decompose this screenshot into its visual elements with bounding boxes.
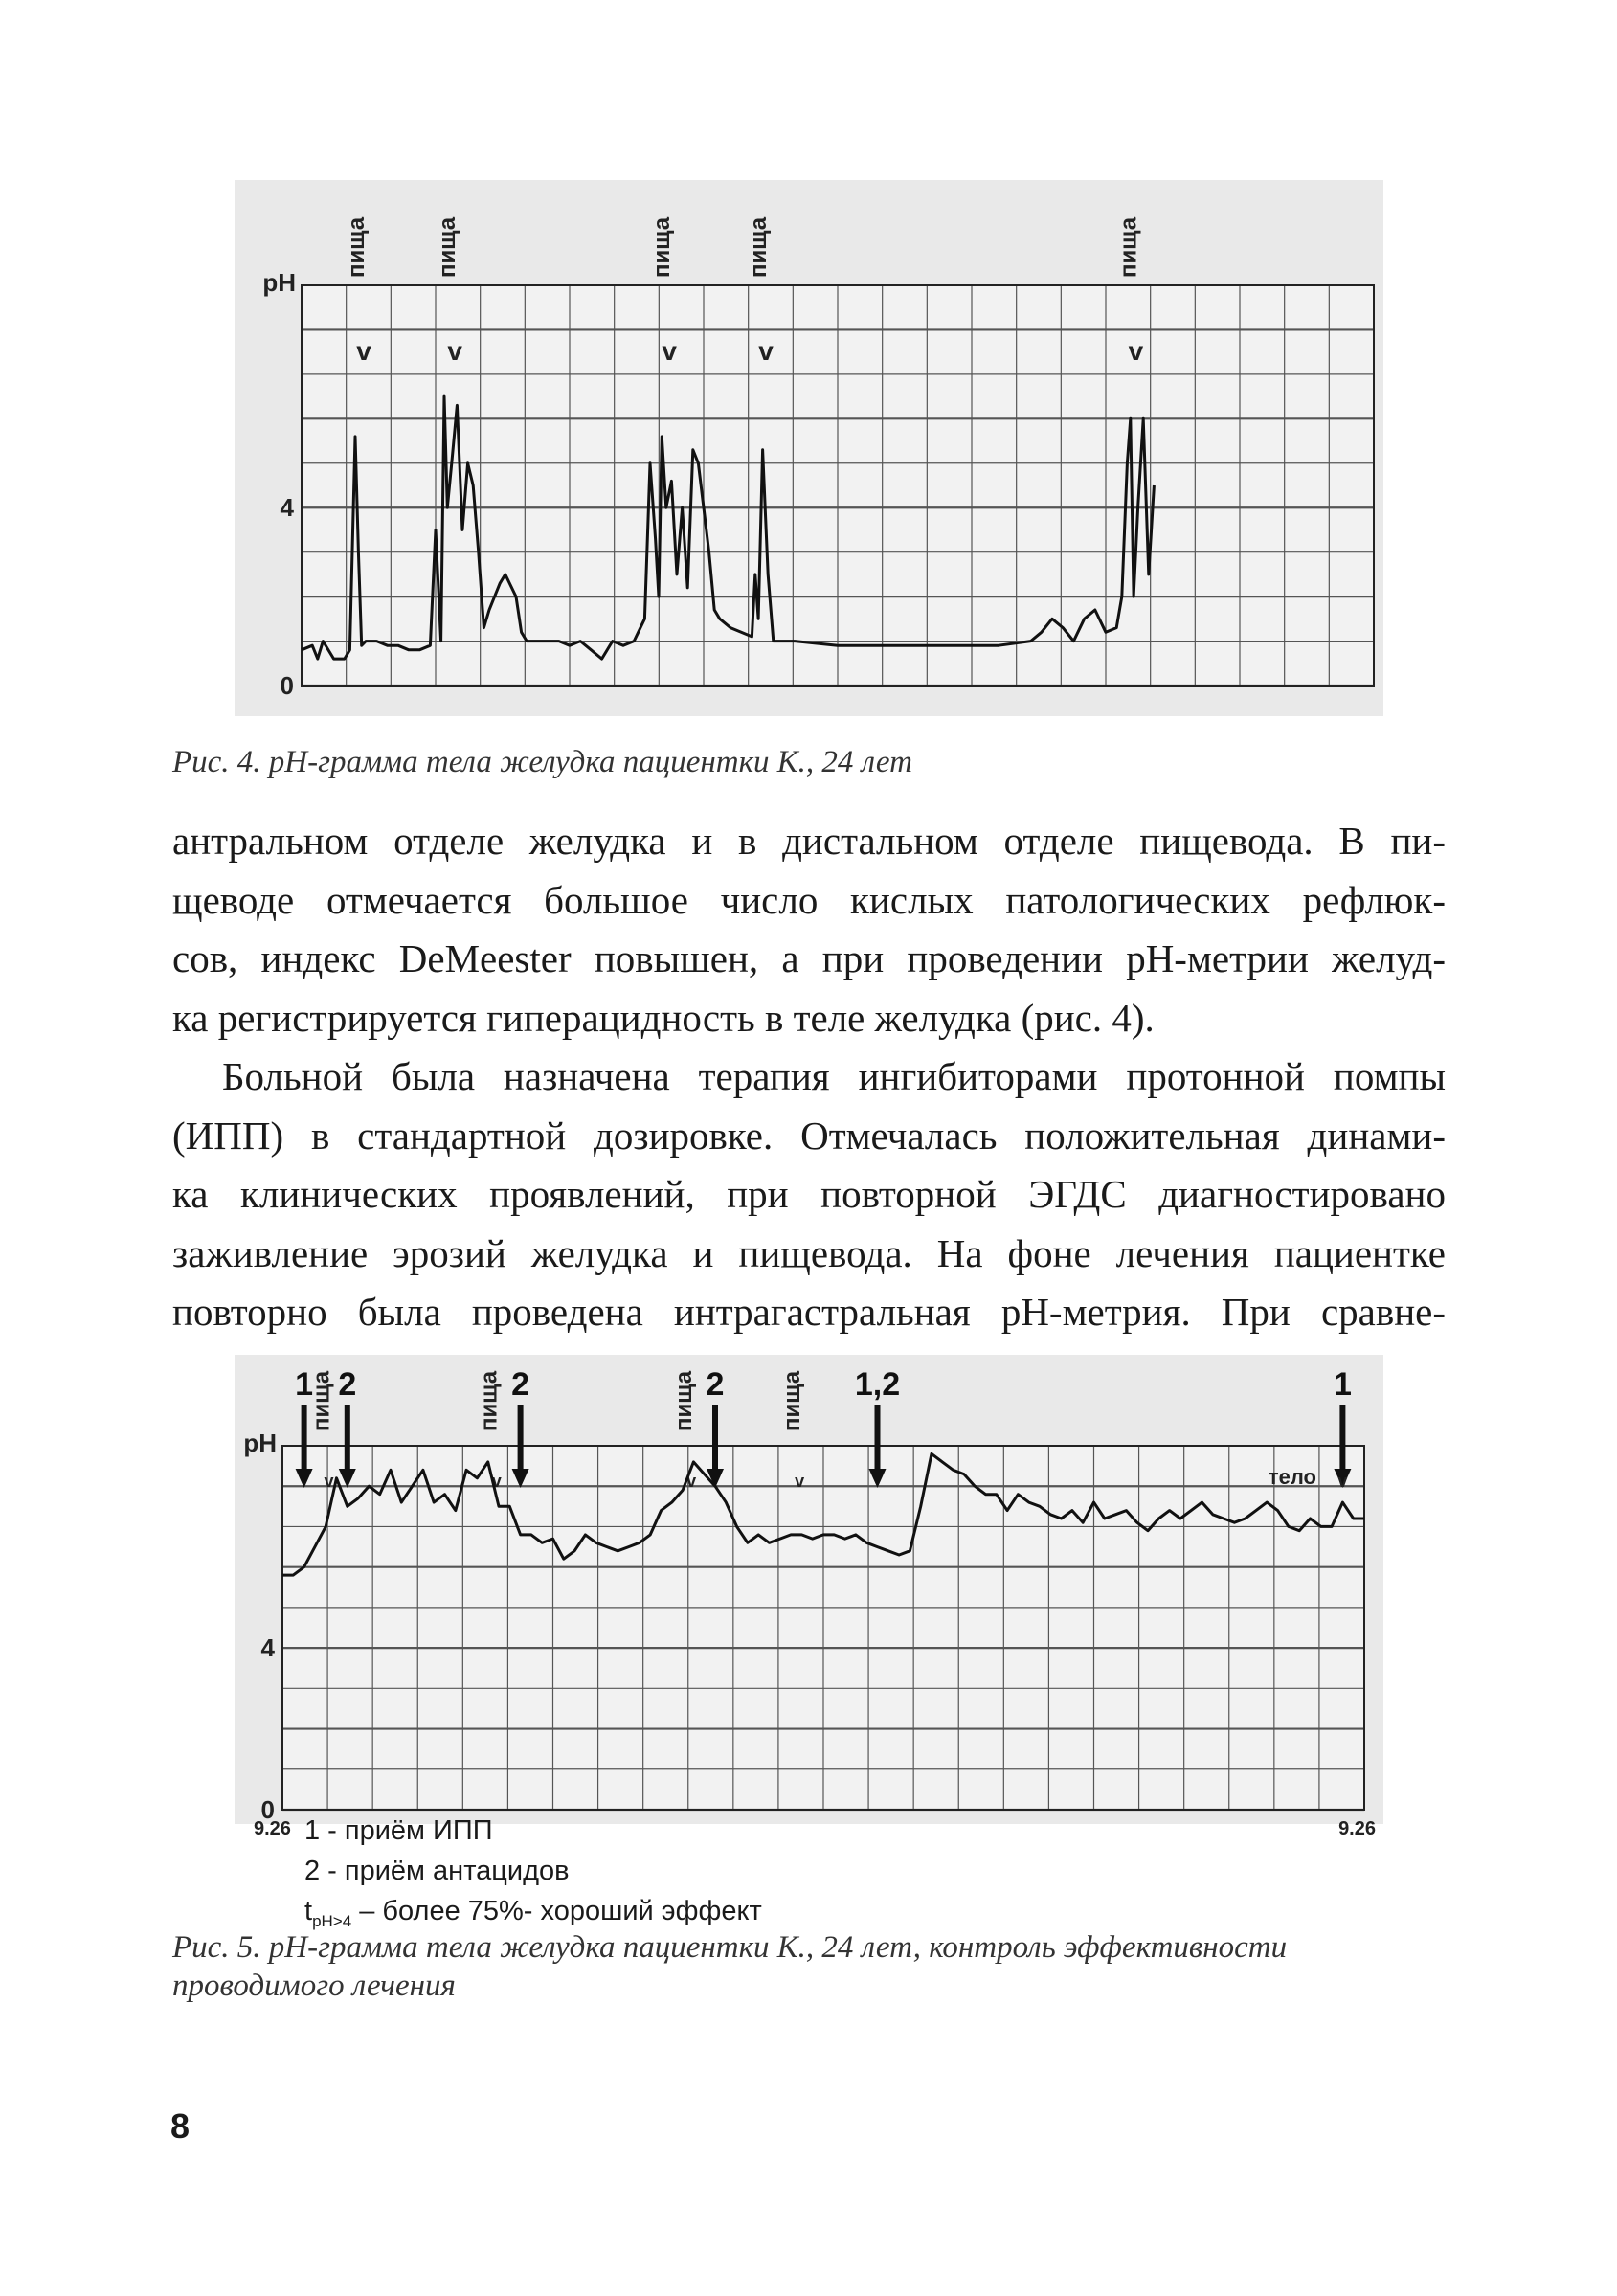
paragraph-line: сов, индекс DeMeester повышен, а при проведении рН-метрии желуд- [172,936,1446,980]
annotation-number-label: 1,2 [854,1366,901,1403]
legend-antacids: 2 - приём антацидов [304,1856,570,1886]
annotation-food-label: пища [1115,216,1142,278]
legend-ipp: 1 - приём ИПП [304,1815,493,1846]
annotation-marker-v: v [1337,1472,1348,1491]
annotation-number-label: 2 [511,1366,530,1403]
body-text [172,812,1446,1342]
annotation-food-label: пища [435,216,461,278]
paragraph-line: щеводе отмечается большое число кислых патологических рефлюк- [172,877,1446,922]
paragraph-line: антральном отделе желудка и в дистальном отделе пищевода. В пи- [172,819,1446,863]
annotation-marker-v: v [758,336,774,366]
legend-effect-t: t [304,1896,313,1926]
y-axis-label: pH [243,1429,277,1457]
annotation-marker-v: v [1128,336,1144,366]
annotation-food-label: пища [746,216,772,278]
paragraph-line: Больной была назначена терапия ингибиторами протонной помпы [222,1054,1446,1098]
legend-effect-text: – более 75%- хороший эффект [351,1896,762,1926]
annotation-marker-v: v [447,336,462,366]
legend-effect-sub: pH>4 [312,1912,352,1930]
annotation-marker-v: v [662,336,677,366]
annotation-marker-v: v [795,1472,805,1491]
annotation-marker-v: v [491,1472,502,1491]
annotation-food-label: пища [308,1370,335,1431]
annotation-marker-v: v [324,1472,334,1491]
legend-effect [304,1896,762,1931]
paragraph-line: ка клинических проявлений, при повторной ЭГДС диагностировано [172,1172,1446,1216]
y-tick-label: 0 [280,671,294,700]
annotation-marker-v: v [686,1472,697,1491]
paragraph-line: (ИПП) в стандартной дозировке. Отмечалась положительная динами- [172,1113,1446,1158]
annotation-number-label: 1 [1333,1366,1352,1403]
annotation-marker-v: v [356,336,371,366]
y-tick-label: 4 [260,1633,275,1663]
y-tick-label: 0 [260,1795,275,1824]
figure-4-caption: Рис. 4. рН-грамма тела желудка пациентки К., 24 лет [172,745,912,779]
paragraph-line: заживление эрозий желудка и пищевода. На фоне лечения пациентке [172,1230,1446,1275]
page-number: 8 [170,2106,191,2146]
annotation-food-label: пища [779,1370,806,1431]
annotation-food-label: пища [671,1370,698,1431]
y-axis-label: pH [262,268,296,297]
paragraph-line: ка регистрируется гиперацидность в теле желудка (рис. 4). [172,995,1155,1040]
annotation-food-label: пища [649,216,676,278]
y-tick-label: 4 [280,493,294,523]
region-label: тело [1268,1465,1316,1489]
annotation-number-label: 2 [338,1366,357,1403]
figure-4-chart [235,180,1383,716]
annotation-food-label: пища [344,216,370,278]
figure-5-caption: Рис. 5. рН-грамма тела желудка пациентки К., 24 лет, контроль эффективности проводимого лечения [172,1930,1288,2003]
annotation-number-label: 2 [706,1366,725,1403]
x-start-label: 9.26 [254,1818,291,1839]
x-end-label: 9.26 [1338,1818,1376,1839]
annotation-number-label: 1 [295,1366,314,1403]
paragraph-line: повторно была проведена интрагастральная рН-метрия. При сравне- [172,1290,1446,1334]
annotation-food-label: пища [476,1370,503,1431]
